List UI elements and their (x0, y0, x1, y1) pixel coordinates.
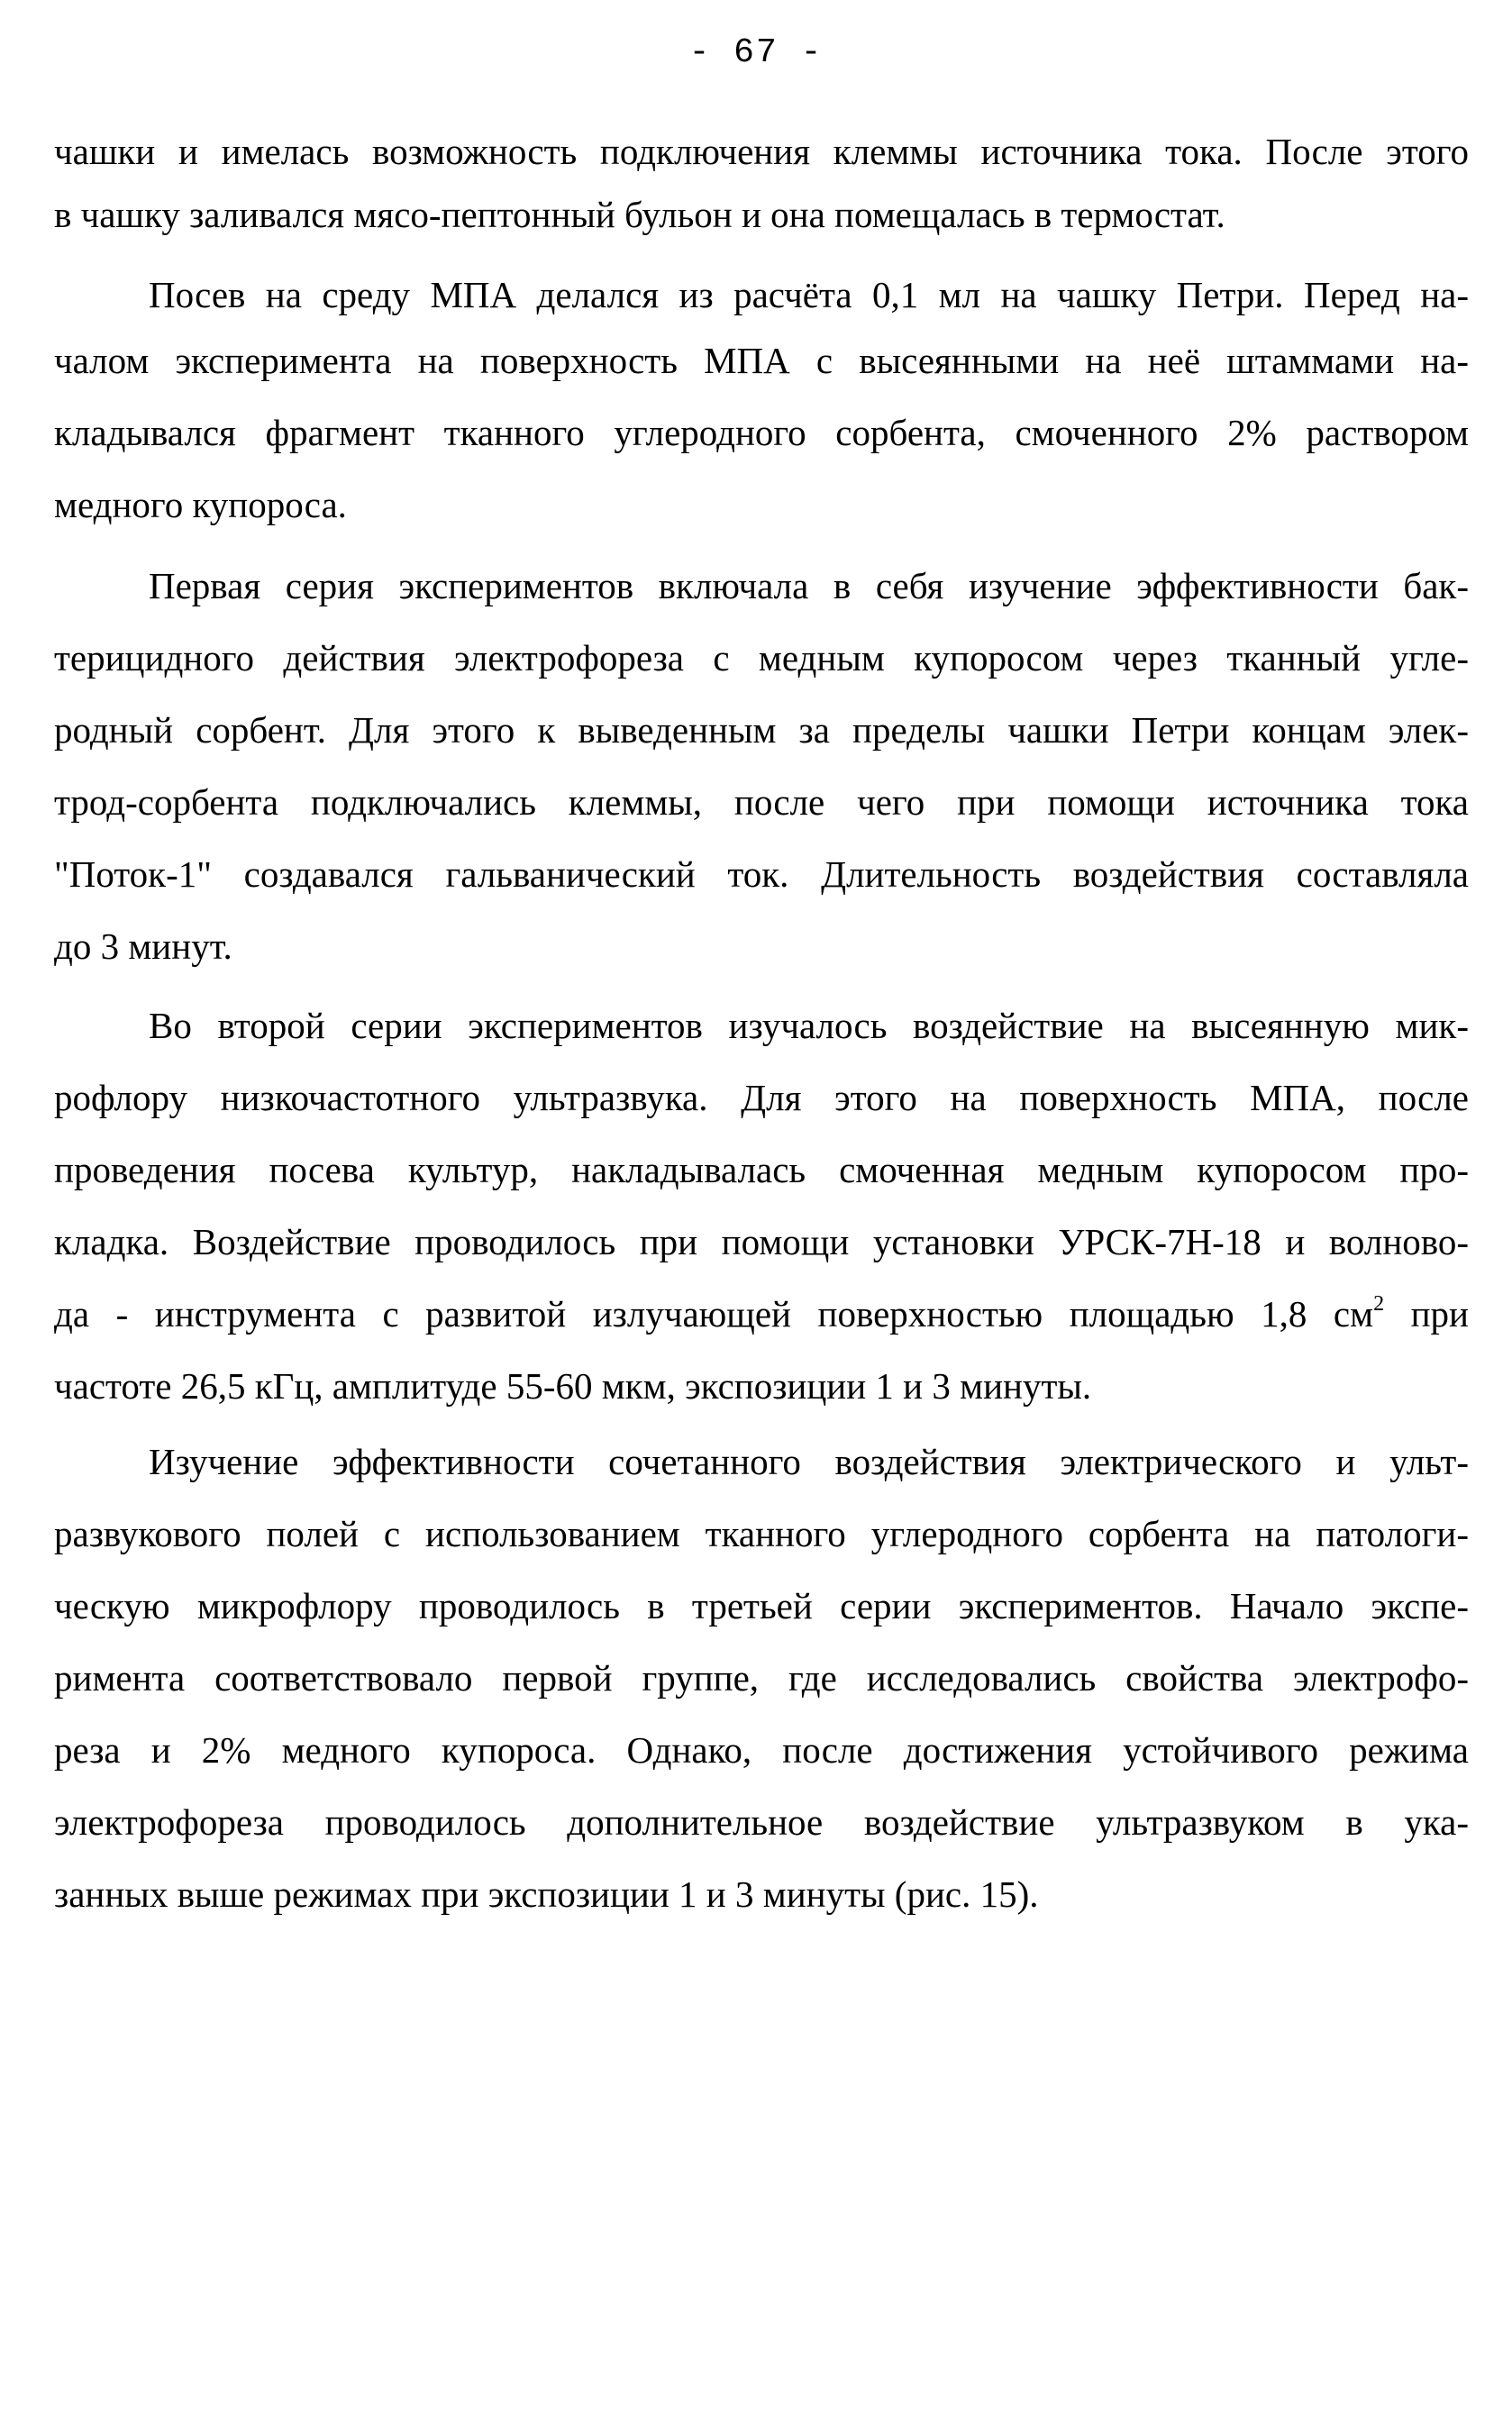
superscript: 2 (1373, 1292, 1385, 1316)
text-line: терицидного действия электрофореза с медным купоросом через тканный угле- (54, 637, 1469, 679)
text-line: медного купороса. (54, 484, 347, 525)
text-line: развукового полей с использованием тканного углеродного сорбента на патологи- (54, 1513, 1469, 1554)
text-line: реза и 2% медного купороса. Однако, после достижения устойчивого режима (54, 1729, 1469, 1771)
text-line: Во второй серии экспериментов изучалось воздействие на высеянную мик- (149, 1005, 1469, 1046)
text-line: родный сорбент. Для этого к выведенным за пределы чашки Петри концам элек- (54, 709, 1469, 751)
text-line: частоте 26,5 кГц, амплитуде 55-60 мкм, экспозиции 1 и 3 минуты. (54, 1365, 1092, 1407)
text-line: до 3 минут. (54, 925, 232, 967)
text-line: проведения посева культур, накладывалась смоченная медным купоросом про- (54, 1149, 1469, 1190)
text-line: ческую микрофлору проводилось в третьей серии экспериментов. Начало экспе- (54, 1585, 1469, 1627)
text-line: Изучение эффективности сочетанного воздействия электрического и ульт- (149, 1441, 1469, 1482)
text-line: римента соответствовало первой группе, где исследовались свойства электрофо- (54, 1657, 1469, 1699)
text-line: трод-сорбента подключались клеммы, после чего при помощи источника тока (54, 781, 1469, 823)
text-line: "Поток-1" создавался гальванический ток. Длительность воздействия составляла (54, 853, 1469, 895)
text-line: чашки и имелась возможность подключения клеммы источника тока. После этого (54, 131, 1469, 172)
page-number: - 67 - (688, 33, 824, 72)
text-line: занных выше режимах при экспозиции 1 и 3 минуты (рис. 15). (54, 1873, 1039, 1915)
text-segment: да - инструмента с развитой излучающей поверхностью площадью 1,8 см (54, 1293, 1374, 1335)
text-line: электрофореза проводилось дополнительное воздействие ультразвуком в ука- (54, 1801, 1469, 1843)
text-line: кладывался фрагмент тканного углеродного сорбента, смоченного 2% раствором (54, 412, 1469, 453)
text-segment: при (1384, 1293, 1469, 1335)
text-line: рофлору низкочастотного ультразвука. Для этого на поверхность МПА, после (54, 1077, 1469, 1118)
text-line: Посев на среду МПА делался из расчёта 0,1 мл на чашку Петри. Перед на- (149, 274, 1469, 315)
text-line: Первая серия экспериментов включала в себя изучение эффективности бак- (149, 565, 1469, 606)
text-line: кладка. Воздействие проводилось при помощи установки УРСК-7Н-18 и волново- (54, 1221, 1469, 1262)
text-line: чалом эксперимента на поверхность МПА с высеянными на неё штаммами на- (54, 340, 1469, 381)
text-line (54, 1287, 1469, 1341)
text-line: в чашку заливался мясо-пептонный бульон и она помещалась в термостат. (54, 194, 1225, 235)
